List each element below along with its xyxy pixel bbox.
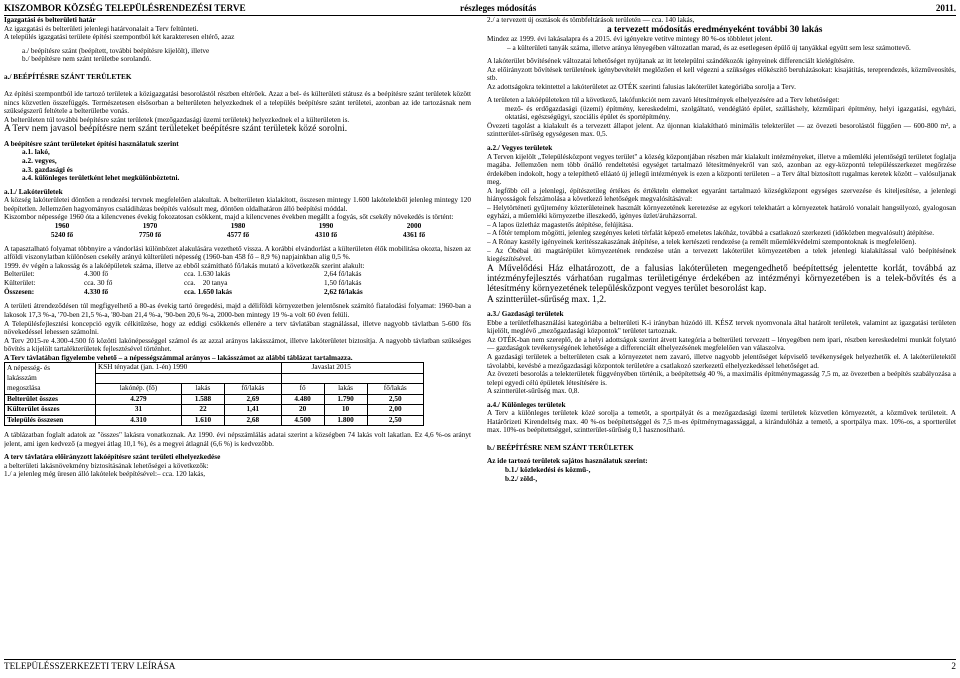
table-header-cell [281, 373, 423, 384]
paragraph: A Terv a különleges területek közé sorolja a temetőt, a sportpályát és a mezőgazdasági üzemi területek közvetlen környezetét, a közművek területeit. A Határőrizeti Kirendeltség max. 40 %-os beépítettséggel és 7,5 m-es építménymagassággal, a kirándulóház a temető, a sportpálya max. 10%-os, a sportterület max. 10%-os beépítettséggel, szintterület-sűrűség 0,1 hasznosítható. [487, 409, 956, 435]
table-cell: 2,64 fő/lakás [324, 270, 362, 279]
list-item: – A Rónay kastély igényeinek keritésszakaszának átépítése, a telek kertészeti rendezése (a remélt műemlékvédelmi szempontoknak is megfelelően). [487, 237, 917, 246]
page-header [4, 3, 956, 16]
paragraph: A legfőbb cél a jelenlegi, építészetileg értékes és értékteln elemeket egyaránt tartalmazó községközpont egységes szervezése és kiteljesítése, a jelenlegi hiányosságok felszámolása a következő lehetőségek megvalósításával: [487, 186, 956, 204]
paragraph: A területi átrendeződésen túl megfigyelhető a 80-as évekig tartó öregedési, majd a déliföldi környezetben jelentősnek számító fiatalodási folyamat: 1960-ban a lakosok 17,3 %-a, '70-ben 21,5 %-a, '80-ban 21,4 %-a, '90-ben 20,6 %-a, 2000-ben mintegy 19 %-a volt 60 éven felüli. [4, 302, 471, 319]
paragraph: Mindez az 1999. évi lakásalapra és a 2015. évi igényekre vetítve mintegy 80 %-os többletet jelent. [487, 34, 773, 43]
population-cell: 4310 fő [314, 230, 338, 239]
paragraph-emphasis: A Művelődési Ház elhatározott, de a falusias lakóterületen megengedhető beépítettség jelentette korlát, továbbá az intézményfejlesztés várhatóan rugalmas területigénye érdekében az intézményi környezetében is a telek-bővítés és a létesítmény környezetének településközpont vegyes terület besorolást kap. [487, 263, 956, 295]
paragraph-emphasis: A Terv nem javasol beépítésre nem szánt területeket beépítésre szánt területek közé sorolni. [4, 124, 348, 135]
table-cell: 1.790 [324, 394, 367, 405]
table-cell: 20 [281, 405, 324, 416]
paragraph: a belterületi lakásnövekmény biztosításának lehetőségei a következők: [4, 461, 209, 470]
list-item: a.4. különleges területként lehet megkülönböztetni. [22, 174, 180, 183]
table-cell: 22 [181, 405, 224, 416]
table-header-cell: A népesség- és [5, 363, 96, 374]
table-cell: 10 [324, 405, 367, 416]
table-cell: 1,50 fő/lakás [324, 279, 362, 288]
list-item: – Az Óbébai úti magtárépület környezetének rendezése után a tervezett lakóterület környezetében a telek jelenlegi kialakítással való beépítésének kiegészítésével. [487, 246, 956, 264]
paragraph: A Terv 2015-re 4.300-4.500 fő közötti lakónépességgel számol és az azzal arányos lakásszámot, illetve lakóterületet biztosítja. A nagyobb távlatban szükséges bővítés a kijelölt tartalékterületek fejlesztésével történhet. [4, 336, 471, 354]
list-item: – Helytörténeti gyűjtemény közterületeinek használt környezetének keretezése az egykori telekhatárt a környezetek határoló vonalait hangsúlyozó, gyalogosan egyházi, a műemléki környezetbe illeszkedő, igényes üzlet/áruházsorral. [487, 203, 956, 221]
table-cell: 2,00 [367, 405, 423, 416]
paragraph: Ebbe a területfelhasználási kategóriába a belterületi K-i irányban húzódó ill. KÉSZ tervek nyomvonala által határolt területek, valamint az igazgatási területen kijelölt, meglévő „mezőgazdasági központok" területet tartoznak. [487, 318, 956, 336]
paragraph: Az ide tartozó területek sajátos használatuk szerint: [487, 457, 648, 466]
list-item: – A főtér templom mögötti, jelenleg szegényes keleti térfalát képező emeletes lakóház, továbbá a csatlakozó szerkezeti (időközben megvalósult) átépítése. [487, 229, 935, 238]
list-item: b./ beépítésre nem szánt területbe sorolandó. [22, 55, 152, 64]
list-item: 1./ a jelenleg még üresen álló lakótelek beépítésével:– cca. 120 lakás, [4, 470, 206, 479]
table-cell: 1,41 [224, 405, 281, 416]
table-cell: Település összesen [5, 415, 96, 426]
paragraph: A belterületen túl további beépítésre szánt területek (mezőgazdasági üzemi területek) helyezkednek el a külterületen is. [4, 115, 350, 124]
table-cell: Külterület összes [5, 405, 96, 416]
list-item: a.2. vegyes, [22, 156, 57, 165]
paragraph: A lakóterület bővítésének változatai lehetőséget nyújtanak az itt letelepülni szándékozók igényeinek differenciált kielégítésére. [487, 57, 855, 66]
table-cell: 4.330 fő [84, 288, 109, 297]
table-header-cell: fő/lakás [367, 384, 423, 395]
paragraph: A táblázatban foglalt adatok az "összes" lakásra vonatkoznak. Az 1990. évi népszámlálás adatai szerint a községben 74 lakás volt lakatlan. Ez 4,6 %-os arányt jelent, ami igen kedvező (a megyei átlag 10,1 %), és a megyei átlagnál (6,6 %) is kedvezőbb. [4, 431, 471, 448]
paragraph: A tapasztalható folyamat többnyire a vándorlási különbözet alakulására vezethető vissza. A korábbi elvándorlást a külterületen élők mobilitása okozta, hiszen az alföldi viszonylatban különösen csekély arányú külterületi népesség (1960-ban 458 fő – 8,9 %) napjainkban alig 0,5 %. [4, 244, 471, 262]
list-item: a./ beépítésre szánt (beépített, további beépítésre kijelölt), illetve [22, 46, 210, 55]
paragraph: A területen a lakóépületeken túl a következő, lakófunkciót nem zavaró létesítmények elhelyezésére ad a Terv lehetőséget: [487, 96, 840, 105]
table-cell: cca. 1.630 lakás [184, 270, 231, 279]
paragraph: Az építési szempontból ide tartozó területek a közigazgatási besorolástól részben eltérőek. Azaz a bel- és külterületi státusz és a beépítésre szánt területek között nincs közvetlen összefüggés. Természetesen elsősorban a belterületen helyezkednek el a település beépítésre szánt területei, azonban az ide tartozásnak nem szükségszerű feltétele a belterületbe vonás. [4, 90, 471, 116]
left-column [4, 16, 471, 652]
table-cell: 4.310 [96, 415, 182, 426]
table-cell: Külterület: [4, 279, 36, 288]
population-cell: 5240 fő [50, 230, 74, 239]
paragraph: 1999. év végén a lakosság és a lakóépületek száma, illetve az ebből számítható fő/lakás mutató a következők szerint alakult: [4, 261, 365, 270]
table-cell: cca. 1.650 lakás [184, 288, 232, 297]
table-header-cell: Javaslat 2015 [281, 363, 423, 374]
table-cell: 1.800 [324, 415, 367, 426]
table-cell: 4.300 fő [84, 270, 109, 279]
table-cell: 2,62 fő/lakás [324, 288, 363, 297]
population-cell: 7750 fő [138, 230, 162, 239]
table-cell: 31 [96, 405, 182, 416]
header-subtitle: részleges módosítás [460, 3, 537, 13]
paragraph-emphasis: A szintterület-sűrűség max. 1,2. [487, 294, 607, 305]
table-cell: cca. 30 fő [84, 279, 113, 288]
list-item: b.1./ közlekedési és közmű-, [505, 466, 591, 474]
subsection-heading: a.4./ Különleges területek [487, 400, 566, 409]
paragraph: A beépítésre szánt területeket építési használatuk szerint [4, 139, 179, 148]
section-title: Igazgatási és belterületi határ [4, 16, 96, 24]
table-cell: 1.610 [181, 415, 224, 426]
year-cell: 1970 [142, 221, 158, 230]
header-title: KISZOMBOR KÖZSÉG TELEPÜLÉSRENDEZÉSI TERVE [4, 3, 246, 13]
paragraph: A Településfejlesztési koncepció egyik célkitűzése, hogy az eddigi csökkenés ellenére a terv távlatában stagnálással, illetve nagyobb távlatban 5-600 fős növekedéssel lehessen számolni. [4, 319, 471, 337]
table-header-cell: KSH tényadat (jan. 1-én) 1990 [96, 363, 282, 374]
housing-balance-table [4, 270, 424, 297]
list-item: – A lapos üzletház magastetős átépítése, felújítása. [487, 220, 634, 229]
header-year: 2011. [935, 3, 956, 13]
paragraph: A község lakóterületei döntően a rendezési tervnek megfelelően alakultak. A belterületen kialakított, összesen mintegy 1.600 lakótelekből jelenleg mintegy 120 beépítetlen. Jellemzően hagyományos családiházas beépítés valósult meg, döntően oldalhatáron álló beépítési móddal. [4, 196, 471, 213]
paragraph: A Terv távlatában figyelembe vehető – a népességszámmal arányos – lakásszámot az alábbi táblázat tartalmazza. [4, 353, 353, 362]
right-column [487, 16, 956, 652]
table-cell: 4.279 [96, 394, 182, 405]
table-cell: 4.480 [281, 394, 324, 405]
page-footer [4, 659, 956, 672]
table-header-cell: lakónép. (fő) [96, 384, 182, 395]
paragraph: A szintterület-sűrűség max. 0,8. [487, 387, 580, 396]
section-heading: a./ BEÉPÍTÉSRE SZÁNT TERÜLETEK [4, 72, 132, 81]
paragraph: Az övezeti besorolás a telekterületek függvényében történik, a beépítettség 40 %, a maximális építménymagasság 7,5 m, az övezetben a beépítés szabályozása a telepi egyedi célú épületek létesítésére is. [487, 370, 956, 387]
table-cell: 2,69 [224, 394, 281, 405]
population-table [18, 222, 458, 240]
table-cell: 2,50 [367, 394, 423, 405]
paragraph: A gazdasági területek a belterületen csak a környezetet nem zavaró, illetve nagyobb jelentőséget képviselő tevékenységek helyezhetők el. A lakóterületektől távolabbi, kevésbé a mezőgazdasági központok területére a csatlakozó szerkezetű elhelyezkedéssel lehetőséget ad. [487, 352, 956, 370]
paragraph: Az igazgatási és belterületi jelenlegi határvonalait a Terv feltünteti. [4, 24, 199, 33]
housing-forecast-table [4, 362, 424, 426]
table-cell: 1.588 [181, 394, 224, 405]
table-cell: 2,50 [367, 415, 423, 426]
population-cell: 4361 fő [402, 230, 426, 239]
footer-title: TELEPÜLÉSSZERKEZETI TERV LEÍRÁSA [4, 661, 176, 671]
paragraph: Az OTÉK-ban nem szereplő, de a helyi adottságok szerint átvett kategória a belterületi tervezett – lényegében nem ipari, részben kereskedelmi munkát folytató — gazdaságok tevékenységének lehetősége a differenciált elhelyezésének megfelelően van válaszolva. [487, 335, 956, 353]
table-cell: 2,68 [224, 415, 281, 426]
list-item: a.1. lakó, [22, 148, 50, 157]
subsection-heading: a.1./ Lakóterületek [4, 187, 63, 196]
paragraph: Az adottságokra tekintettel a lakóterületet az OTÉK szerinti falusias lakóterület kategóriába sorolja a Terv. [487, 82, 796, 91]
table-cell: 4.500 [281, 415, 324, 426]
table-cell: Belterület: [4, 270, 35, 279]
year-cell: 1990 [318, 221, 334, 230]
paragraph: Kiszombor népessége 1960 óta a kilencvenes évekig fokozatosan csökkent, majd a kilencvenes években megállt a fogyás, sőt csekély növekedés is történt: [4, 213, 454, 222]
table-cell: Összesen: [4, 288, 35, 297]
list-item: b.2./ zöld-, [505, 474, 538, 483]
table-header-cell: fő/lakás [224, 384, 281, 395]
list-item: – a külterületi tanyák száma, illetve aránya lényegében változatlan marad, és az esetlegesen épülő új tanyákkal együtt sem lesz számottevő. [507, 43, 911, 52]
page-number: 2 [951, 661, 956, 671]
table-header-cell: lakás [181, 384, 224, 395]
paragraph: Övezeti tagolást a kialakult és a tervezett állapot jelent. Az újonnan kialakítható minimális telekterület — az övezeti besorolástól függően — 600-800 m², a szintterület-sűrűség egységesen max. 0,5. [487, 121, 956, 139]
paragraph: A Terven kijelölt „Településközpont vegyes terület" a község központjában részben már kialakult intézményeket, illetve a műemléki jelentőségű területet foglalja magába. Jellemzően nem több önálló rendeltetési egységet tartalmazó létesítményekről van szó, azonban az egy-központú településszerkezet megőrzése érdekében indokolt, hogy a telepíthető elláató új jellegű intézmények is ezen a központi területen – a Terv által biztosított rugalmas keretek között – valósuljanak meg. [487, 152, 956, 187]
paragraph: A terv távlatára előirányzott lakóépítésre szánt területi elhelyezkedése [4, 453, 221, 462]
subsection-heading: a.3./ Gazdasági területek [487, 310, 564, 319]
list-item: 2./ a tervezett új osztások és tömbfeltárások területén — cca. 140 lakás, [487, 16, 695, 24]
table-header-cell: lakásszám [5, 373, 96, 384]
year-cell: 1980 [230, 221, 246, 230]
section-heading: b./ BEÉPÍTÉSRE NEM SZÁNT TERÜLETEK [487, 443, 634, 452]
subsection-heading: a.2./ Vegyes területek [487, 143, 553, 152]
list-item: a.3. gazdasági és [22, 165, 73, 174]
paragraph: mező- és erdőgazdasági (üzemi) építmény, kereskedelmi, szolgáltató, vendéglátó épület, szálláshely, kézműipari építmény, helyi igazgatási, egyházi, oktatási, egészségügyi, szociális épület és sportépítmény. [505, 104, 956, 122]
table-cell: cca. 20 tanya [184, 279, 228, 288]
table-header-cell [96, 373, 282, 384]
year-cell: 1960 [54, 221, 70, 230]
table-header-cell: megoszlása [5, 384, 96, 395]
paragraph: Az előirányzott bővítések területének igénybevételét meglőzően el kell végezni a szükséges előkészítő beruházásokat: kisajátítás, tereprendezés, közműveosítés, stb. [487, 65, 956, 83]
table-cell: Belterület összes [5, 394, 96, 405]
table-header-cell: fő [281, 384, 324, 395]
paragraph-emphasis: a tervezett módosítás eredményeként további 30 lakás [607, 24, 823, 35]
table-header-cell: lakás [324, 384, 367, 395]
population-cell: 4577 fő [226, 230, 250, 239]
year-cell: 2000 [406, 221, 422, 230]
paragraph: A település igazgatási területe építési szempontból két karakteresen eltérő, azaz [4, 33, 235, 42]
